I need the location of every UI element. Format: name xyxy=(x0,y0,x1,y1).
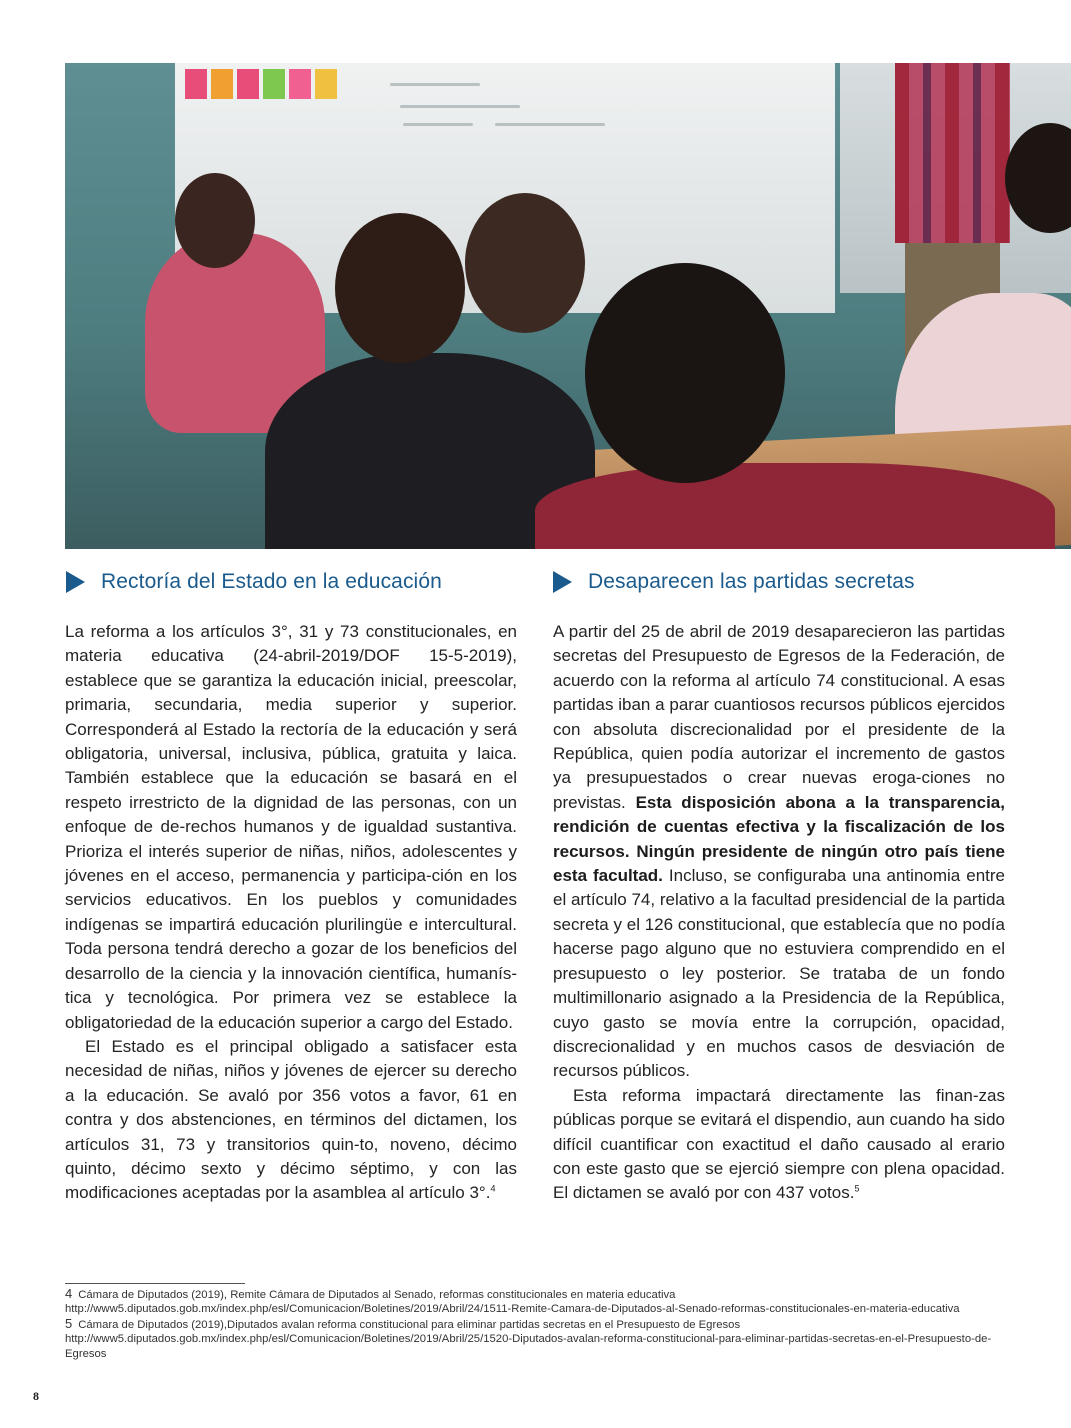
section-title: Desaparecen las partidas secretas xyxy=(588,570,915,593)
paragraph: La reforma a los artículos 3°, 31 y 73 constitucionales, en materia educativa (24-abril-2019/DOF 15-5-2019), establece que se garantiza la educación inicial, preescolar, primaria, secundaria, media superior y superior. Corresponderá al Estado la rectoría de la educación y será obligatoria, universal, inclusiva, pública, gratuita y laica. También establece que la educación se basará en el respeto irrestricto de la dignidad de las personas, con un enfoque de de-rechos humanos y de igualdad sustantiva. Prioriza el interés superior de niñas, niños, adolescentes y jóvenes en el acceso, permanencia y participa-ción en los servicios educativos. En los pueblos y comunidades indígenas se impartirá educación plurilingüe e intercultural. Toda persona tendrá derecho a gozar de los beneficios del desarrollo de la ciencia y la innovación científica, humanís-tica y tecnológica. Por primera vez se establece la obligatoriedad de la educación superior a cargo del Estado. xyxy=(65,622,517,1032)
paragraph: A partir del 25 de abril de 2019 desaparecieron las partidas secretas del Presupuesto de Egresos de la Federación, de acuerdo con la reforma al artículo 74 constitucional. A esas partidas iban a parar cuantiosos recursos públicos ejercidos con absoluta discrecionalidad por el presidente de la República, quien podía autorizar el incremento de gastos ya presupuestados o crear nuevas eroga-ciones no previstas. Esta disposición abona a la transparencia, rendición de cuentas efectiva y la fiscalización de los recursos. Ningún presidente de ningún otro país tiene esta facultad. Incluso, se configuraba una antinomia entre el artículo 74, relativo a la facultad presidencial de la partida secreta y el 126 constitucional, que establecía que no podía hacerse pago alguno que no estuviera comprendido en el presupuesto o ley posterior. Se trataba de un fondo multimillonario asignado a la Presidencia de la República, cuyo gasto se movía entre la corrupción, opacidad, discrecionalidad y en muchos casos de desviación de recursos públicos. xyxy=(553,622,1005,1081)
left-column xyxy=(65,620,517,1206)
footnote-ref: 5 xyxy=(854,1183,860,1194)
footnote: 4 Cámara de Diputados (2019), Remite Cámara de Diputados al Senado, reformas constitucionales en materia educativa http://www5.diputados.gob.mx/index.php/esl/Comunicacion/Boletines/2019/Abril/24/1511-Remite-Camara-de-Diputados-al-Senado-reformas-constitucionales-en-materia-educativa xyxy=(65,1286,960,1316)
bold-statement: Esta disposición abona a la transparencia, rendición de cuentas efectiva y la fiscalización de los recursos. Ningún presidente de ningún otro país tiene esta facultad. xyxy=(553,792,1005,886)
section-title: Rectoría del Estado en la educación xyxy=(101,570,442,593)
section-heading-partidas xyxy=(553,568,915,596)
footnote-divider xyxy=(65,1283,245,1284)
paragraph: Esta reforma impactará directamente las finan-zas públicas porque se evitará el dispendio, aun cuando ha sido difícil cuantificar con exactitud el daño causado al erario con este gasto que se ejerció siempre con plena opacidad. El dictamen se avaló por con 437 votos.$^5$ xyxy=(553,1085,1005,1203)
section-heading-rectoria xyxy=(66,568,442,596)
triangle-bullet-icon xyxy=(553,571,572,593)
footnote: 5 Cámara de Diputados (2019),Diputados avalan reforma constitucional para eliminar partidas secretas en el Presupuesto de Egresos http://www5.diputados.gob.mx/index.php/esl/Comunicacion/Boletines/2019/Abril/25/1520-Diputados-avalan-reforma-constitucional-para-eliminar-partidas-secretas-en-el-Presupuesto-de-Egresos xyxy=(65,1315,992,1360)
teacher-figure xyxy=(895,63,1010,243)
triangle-bullet-icon xyxy=(66,571,85,593)
classroom-photo xyxy=(65,63,1071,549)
student-figure xyxy=(535,463,1055,549)
page-number: 8 xyxy=(33,1389,39,1403)
paragraph: El Estado es el principal obligado a satisfacer esta necesidad de niñas, niños y jóvenes de ejercer su derecho a la educación. Se avaló por 356 votos a favor, 61 en contra y dos abstenciones, en términos del dictamen, los artículos 31, 73 y transitorios quin-to, noveno, décimo quinto, décimo sexto y décimo séptimo, y con las modificaciones aceptadas por la asamblea al artículo 3°.$^4$ xyxy=(65,1036,517,1203)
footnote-ref: 4 xyxy=(490,1183,496,1194)
footnotes xyxy=(65,1287,1015,1361)
right-column xyxy=(553,620,1005,1206)
